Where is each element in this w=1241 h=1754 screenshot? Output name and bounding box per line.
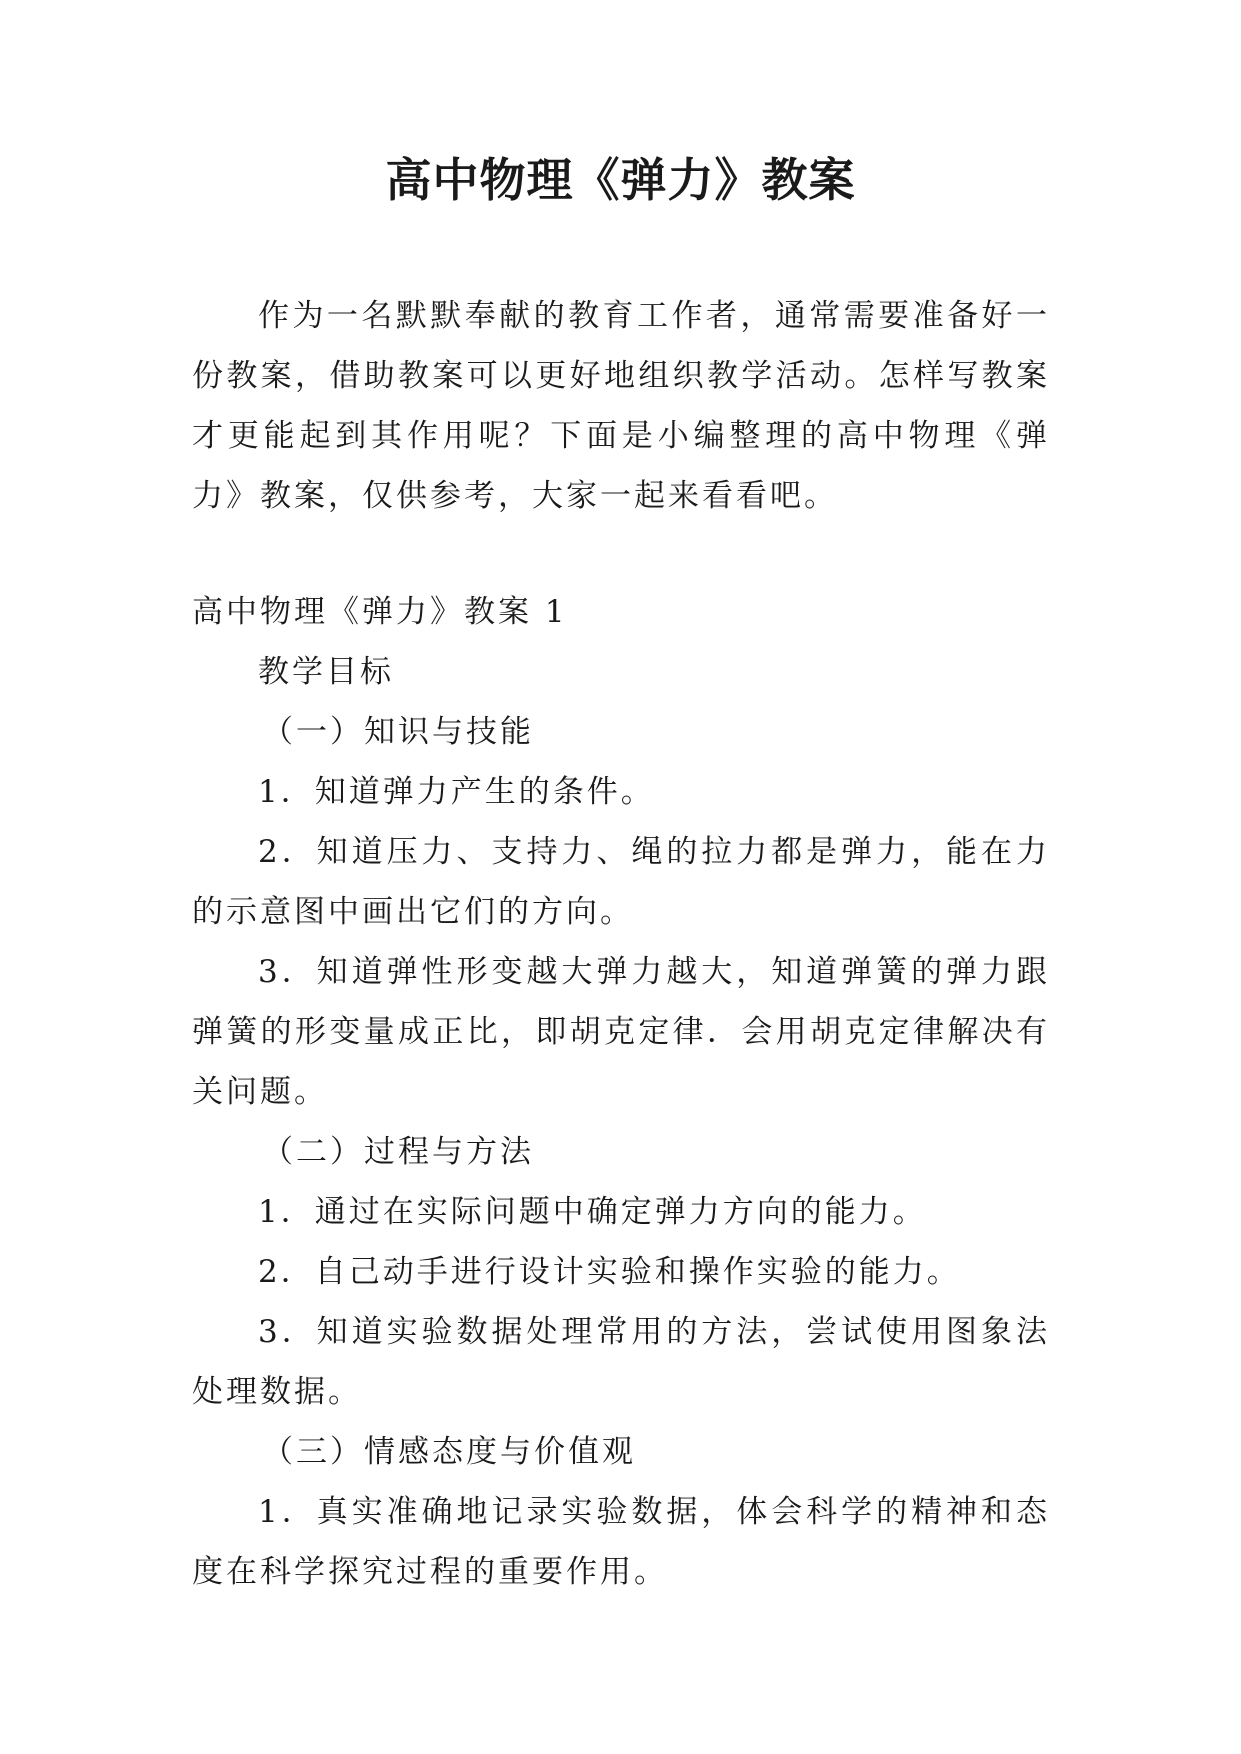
knowledge-item-3: 3．知道弹性形变越大弹力越大，知道弹簧的弹力跟弹簧的形变量成正比，即胡克定律．会用胡克定律解决有关问题。 xyxy=(192,954,1050,1110)
process-item-2: 2．自己动手进行设计实验和操作实验的能力。 xyxy=(258,1254,961,1290)
process-item-1: 1．通过在实际问题中确定弹力方向的能力。 xyxy=(258,1194,927,1230)
intro-paragraph: 作为一名默默奉献的教育工作者，通常需要准备好一份教案，借助教案可以更好地组织教学活动。怎样写教案才更能起到其作用呢？下面是小编整理的高中物理《弹力》教案，仅供参考，大家一起来看看吧。 xyxy=(192,298,1050,514)
goals-heading: 教学目标 xyxy=(258,654,394,690)
process-item-3: 3．知道实验数据处理常用的方法，尝试使用图象法处理数据。 xyxy=(192,1314,1050,1410)
knowledge-item-2: 2．知道压力、支持力、绳的拉力都是弹力，能在力的示意图中画出它们的方向。 xyxy=(192,834,1050,930)
process-heading: （二）过程与方法 xyxy=(262,1134,534,1170)
document-body xyxy=(192,286,1050,1602)
emotion-item-1: 1．真实准确地记录实验数据，体会科学的精神和态度在科学探究过程的重要作用。 xyxy=(192,1494,1050,1590)
section-heading: 高中物理《弹力》教案 1 xyxy=(192,594,568,630)
knowledge-heading: （一）知识与技能 xyxy=(262,714,534,750)
document-title: 高中物理《弹力》教案 xyxy=(385,153,856,207)
emotion-heading: （三）情感态度与价值观 xyxy=(262,1434,636,1470)
knowledge-item-1: 1．知道弹力产生的条件。 xyxy=(258,774,655,810)
